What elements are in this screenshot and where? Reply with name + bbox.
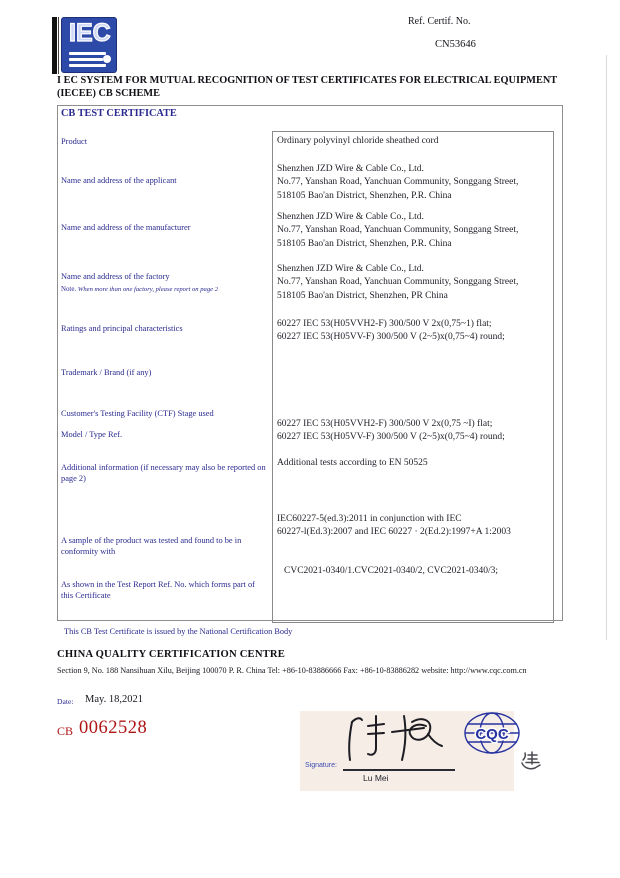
applicant-line1: Shenzhen JZD Wire & Cable Co., Ltd.	[277, 164, 424, 174]
model-value	[277, 418, 549, 445]
iec-logo-dot	[103, 55, 111, 63]
scheme-heading	[57, 75, 562, 100]
manufacturer-label: Name and address of the manufacturer	[61, 223, 191, 232]
model-line1: 60227 IEC 53(H05VVH2-F) 300/500 V 2x(0,75 ~I) flat;	[277, 419, 493, 429]
model-line2: 60227 IEC 53(H05VV-F) 300/500 V (2~5)x(0,75~4) round;	[277, 432, 505, 443]
ratings-label: Ratings and principal characteristics	[61, 324, 183, 333]
factory-line3: 518105 Bao'an District, Shenzhen, PR China	[277, 290, 448, 301]
product-label: Product	[61, 137, 88, 146]
issued-by-statement: This CB Test Certificate is issued by the National Certification Body	[64, 627, 293, 636]
ratings-line2: 60227 IEC 53(H05VV-F) 300/500 V (2~5)x(0,75~4) round;	[277, 332, 505, 343]
cqc-logo	[463, 711, 521, 755]
svg-text:CQC: CQC	[475, 726, 509, 743]
applicant-label: Name and address of the applicant	[61, 176, 177, 185]
scheme-heading-line1: I EC SYSTEM FOR MUTUAL RECOGNITION OF TEST CERTIFICATES FOR ELECTRICAL EQUIPMENT	[57, 75, 558, 86]
iec-logo-lines	[69, 52, 111, 70]
conformity-value	[277, 513, 549, 540]
scan-page-edge	[606, 55, 607, 640]
manufacturer-line1: Shenzhen JZD Wire & Cable Co., Ltd.	[277, 212, 424, 222]
trademark-label: Trademark / Brand (if any)	[61, 368, 152, 377]
ctf-label: Customer's Testing Facility (CTF) Stage used	[61, 409, 214, 418]
signatory-name: Lu Mei	[363, 773, 389, 783]
certificate-value-box	[272, 131, 554, 623]
additional-info-value: Additional tests according to EN 50525	[277, 458, 428, 468]
ncb-address: Section 9, No. 188 Nansihuan Xilu, Beijing 100070 P. R. China Tel: +86-10-83886666 Fax: +86-10-83886282 website: http://www.cqc.com.cn	[57, 666, 527, 675]
certificate-title: CB TEST CERTIFICATE	[61, 108, 177, 119]
factory-label: Name and address of the factory	[61, 272, 170, 281]
conformity-line2: 60227-l(Ed.3):2007 and IEC 60227 · 2(Ed.2):1997+A 1:2003	[277, 527, 511, 538]
signature-label: Signature:	[305, 762, 337, 769]
signature-line	[343, 769, 455, 771]
date-value: May. 18,2021	[85, 694, 143, 705]
test-report-label: As shown in the Test Report Ref. No. which forms part of this Certificate	[61, 580, 255, 600]
date-label: Date:	[57, 697, 74, 706]
factory-note-prefix: Note.	[61, 286, 77, 293]
conformity-line1: IEC60227-5(ed.3):2011 in conjunction with IEC	[277, 514, 462, 524]
ratings-line1: 60227 IEC 53(H05VVH2-F) 300/500 V 2x(0,75~1) flat;	[277, 319, 492, 329]
handwritten-signature	[338, 708, 463, 770]
iec-logo-text: IEC	[69, 19, 111, 47]
factory-line1: Shenzhen JZD Wire & Cable Co., Ltd.	[277, 264, 424, 274]
factory-line2: No.77, Yanshan Road, Yanchuan Community, Songgang Street,	[277, 277, 519, 288]
conformity-label: A sample of the product was tested and found to be in conformity with	[61, 536, 242, 556]
ratings-value	[277, 318, 549, 345]
applicant-line3: 518105 Bao'an District, Shenzhen, P.R. China	[277, 190, 452, 201]
test-report-value: CVC2021-0340/1.CVC2021-0340/2, CVC2021-0340/3;	[284, 566, 499, 576]
factory-note	[61, 286, 271, 293]
ref-certif-label: Ref. Certif. No.	[408, 16, 471, 27]
applicant-line2: No.77, Yanshan Road, Yanchuan Community, Songgang Street,	[277, 177, 519, 188]
model-label: Model / Type Ref.	[61, 430, 123, 439]
product-value: Ordinary polyvinyl chloride sheathed cord	[277, 136, 439, 146]
iec-logo-square	[61, 17, 117, 73]
ref-certif-number: CN53646	[435, 39, 476, 50]
manufacturer-value	[277, 211, 549, 251]
ncb-name: CHINA QUALITY CERTIFICATION CENTRE	[57, 649, 286, 660]
cb-number-prefix: CB	[57, 724, 74, 738]
manufacturer-line2: No.77, Yanshan Road, Yanchuan Community, Songgang Street,	[277, 225, 519, 236]
jian-seal-character	[520, 750, 542, 772]
factory-value	[277, 263, 549, 303]
scheme-heading-line2: (IECEE) CB SCHEME	[57, 87, 160, 99]
manufacturer-line3: 518105 Bao'an District, Shenzhen, P.R. China	[277, 238, 452, 249]
iec-logo-bar-thin	[58, 17, 59, 74]
additional-info-label: Additional information (if necessary may also be reported on page 2)	[61, 463, 266, 483]
factory-note-text: When more than one factory, please report on page 2	[77, 286, 219, 293]
applicant-value	[277, 163, 549, 203]
cb-number: 0062528	[79, 718, 148, 738]
iec-logo-bar	[52, 17, 57, 74]
